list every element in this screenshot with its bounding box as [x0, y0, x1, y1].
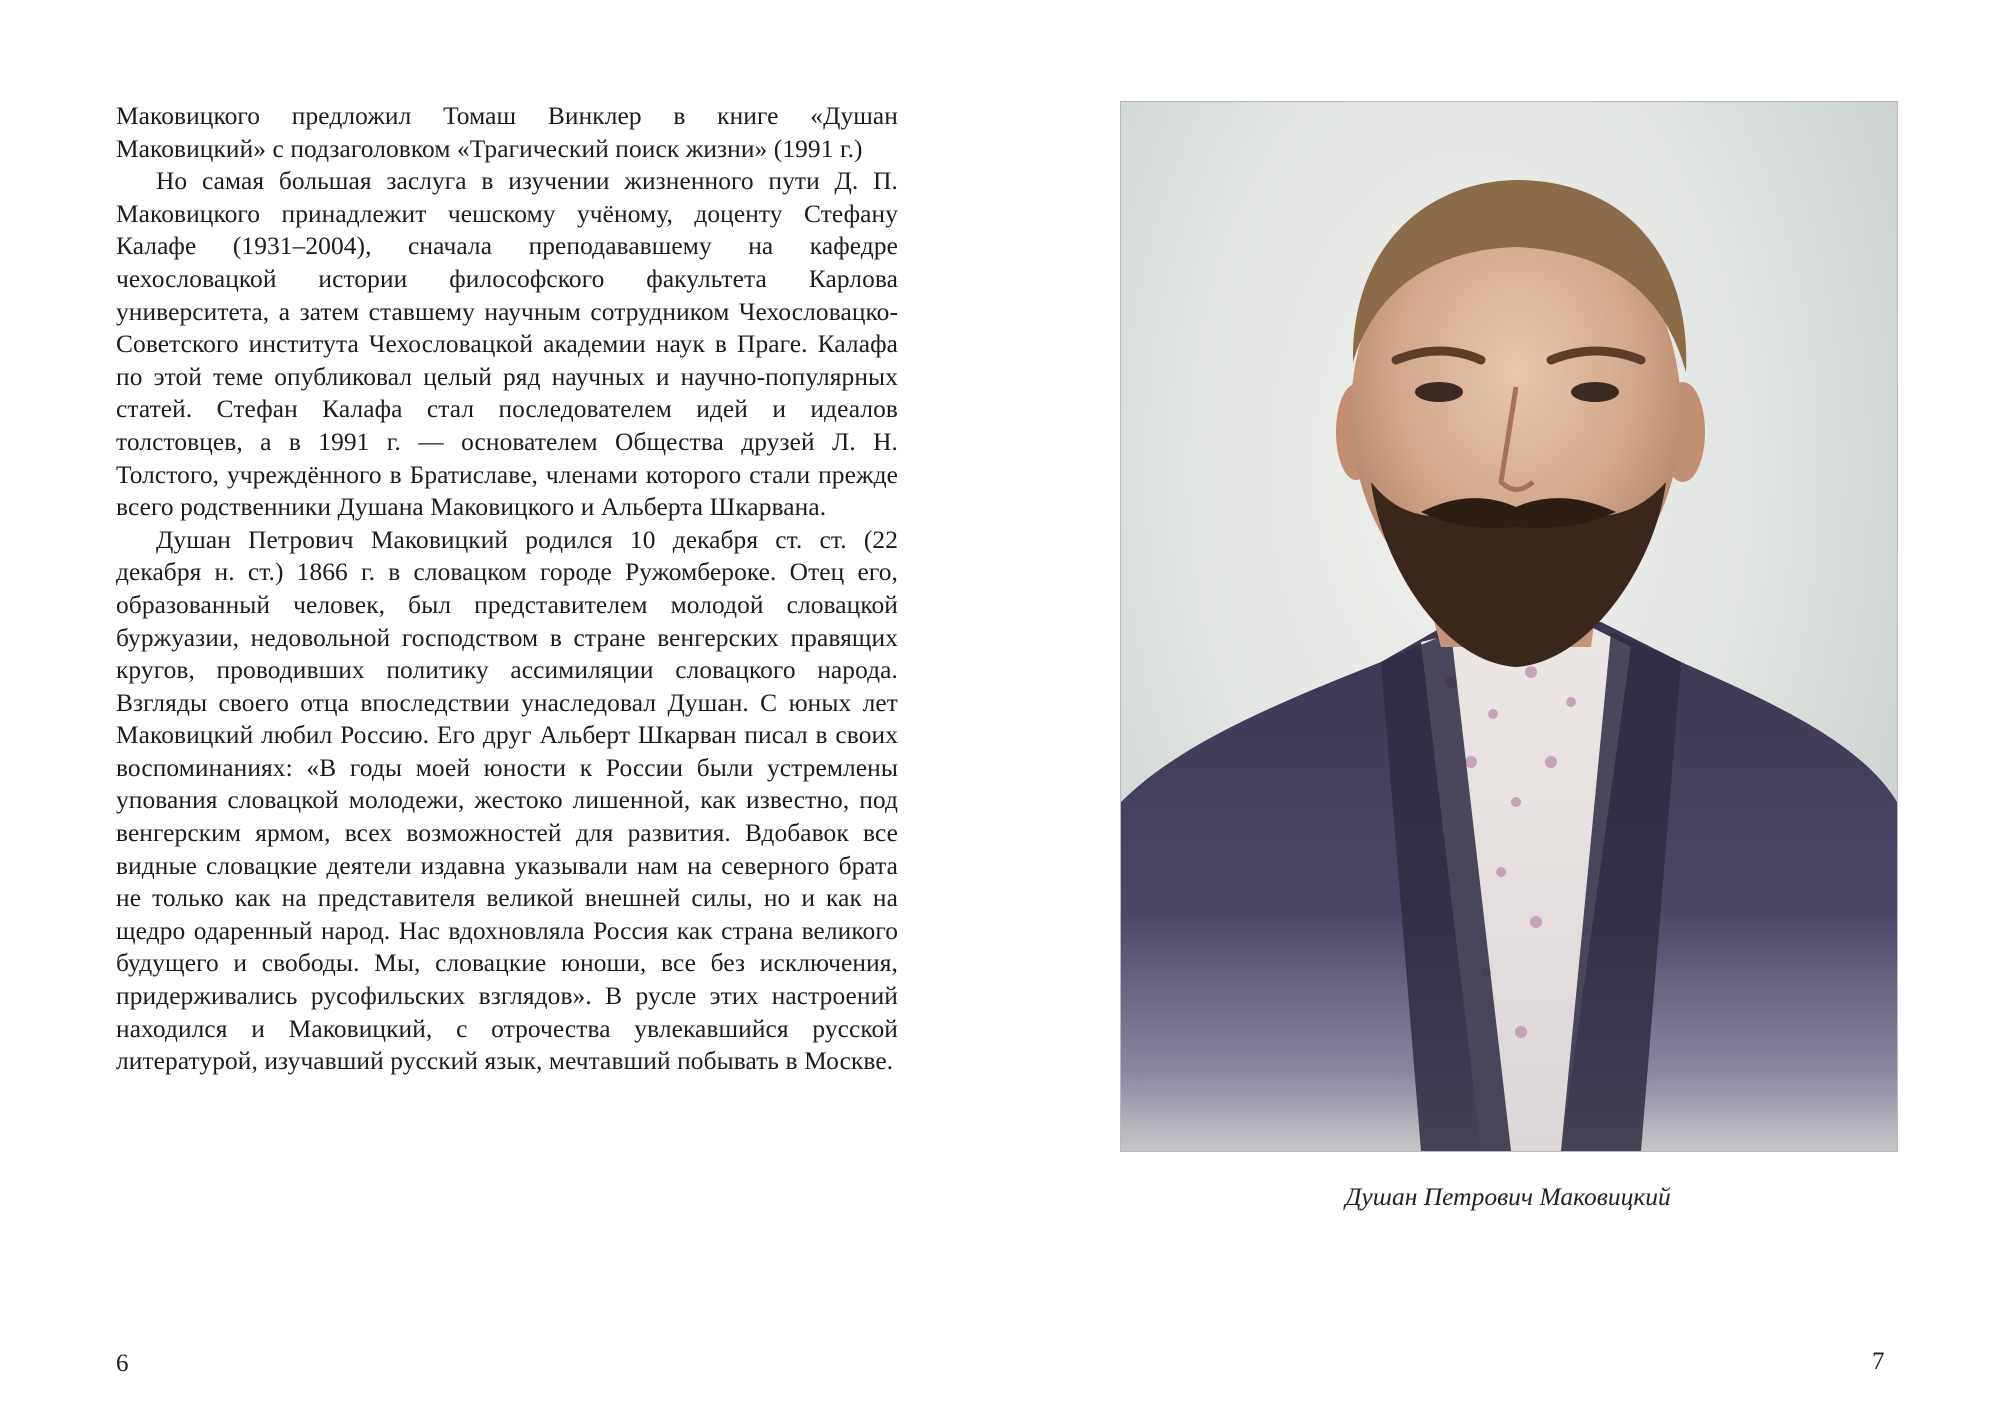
paragraph-1: Маковицкого предложил Томаш Винклер в книге «Душан Маковицкий» с подзаголовком «Трагический поиск жизни» (1991 г.) [116, 102, 898, 163]
portrait-photo [1120, 101, 1898, 1152]
page-number-right: 7 [1872, 1348, 1885, 1375]
portrait-illustration [1121, 102, 1897, 1151]
page-number-left: 6 [116, 1350, 129, 1377]
paragraph-2: Но самая большая заслуга в изучении жизненного пути Д. П. Маковицкого принадлежит чешскому учёному, доценту Стефану Калафе (1931–2004), сначала преподававшему на кафедре чехословацкой истории философского факультета Карлова университета, а затем ставшему научным сотрудником Чехословацко-Советского института Чехословацкой академии наук в Праге. Калафа по этой теме опубликовал целый ряд научных и научно-популярных статей. Стефан Калафа стал последователем идей и идеалов толстовцев, а в 1991 г. — основателем Общества друзей Л. Н. Толстого, учреждённого в Братиславе, членами которого стали прежде всего родственники Душана Маковицкого и Альберта Шкарвана. [116, 167, 898, 522]
paragraph-3: Душан Петрович Маковицкий родился 10 декабря ст. ст. (22 декабря н. ст.) 1866 г. в словацком городе Ружомбероке. Отец его, образованный человек, был представителем молодой словацкой буржуазии, недовольной господством в стране венгерских правящих кругов, проводивших политику ассимиляции словацкого народа. Взгляды своего отца впоследствии унаследовал Душан. С юных лет Маковицкий любил Россию. Его друг Альберт Шкарван писал в своих воспоминаниях: «В годы моей юности к России были устремлены упования словацкой молодежи, жестоко лишенной, как известно, под венгерским ярмом, всех возможностей для развития. Вдобавок все видные словацкие деятели издавна указывали нам на северного брата не только как на представителя великой внешней силы, но и как на щедро одаренный народ. Нас вдохновляла Россия как страна великого будущего и свободы. Мы, словацкие юноши, все без исключения, придерживались русофильских взглядов». В русле этих настроений находился и Маковицкий, с отрочества увлекавшийся русской литературой, изучавший русский язык, мечтавший побывать в Москве. [116, 525, 898, 1076]
photo-caption: Душан Петрович Маковицкий [1345, 1182, 1671, 1211]
left-page-text [116, 100, 898, 1078]
